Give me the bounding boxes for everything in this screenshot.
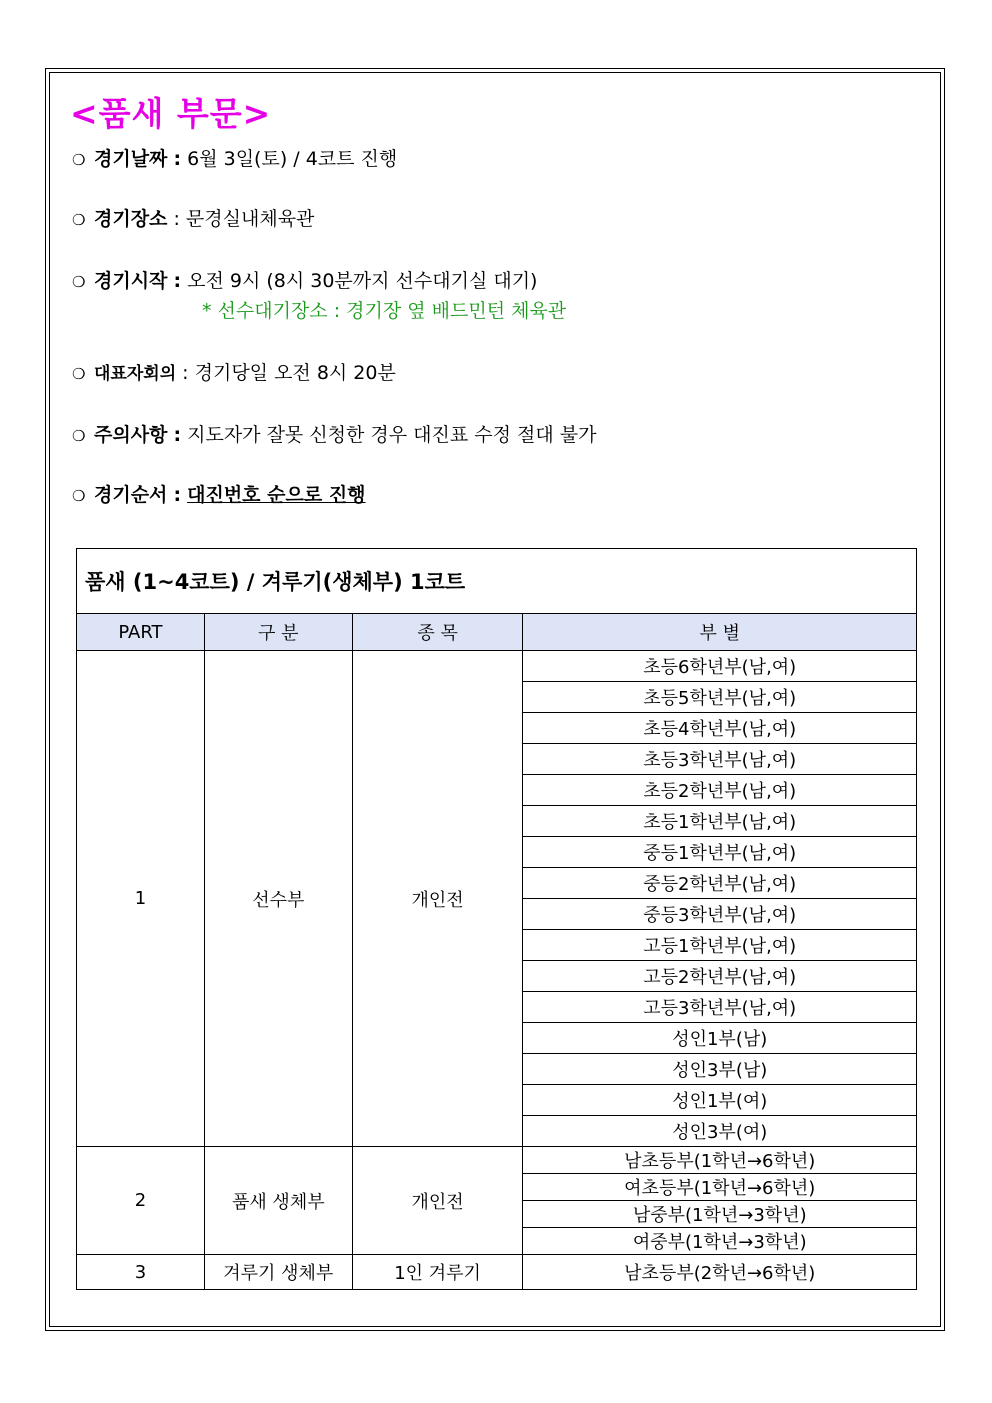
- event-cell: 1인 겨루기: [352, 1255, 523, 1290]
- info-value: 오전 9시 (8시 30분까지 선수대기실 대기): [187, 270, 538, 292]
- division-cell: 고등2학년부(남,여): [523, 961, 917, 992]
- table-caption: 품새 (1~4코트) / 겨루기(생체부) 1코트: [77, 549, 917, 614]
- bullet-icon: ❍: [72, 211, 86, 229]
- info-meeting: [72, 358, 396, 385]
- info-label: 주의사항: [94, 424, 168, 446]
- division-cell: 남중부(1학년→3학년): [523, 1201, 917, 1228]
- info-start: [72, 266, 537, 293]
- part-cell: 3: [77, 1255, 205, 1290]
- bullet-icon: ❍: [72, 427, 86, 445]
- division-cell: 초등3학년부(남,여): [523, 744, 917, 775]
- info-label: 경기장소: [94, 208, 168, 230]
- section-title: <품새 부문>: [70, 94, 272, 133]
- info-sep: :: [173, 208, 180, 230]
- division-cell: 초등2학년부(남,여): [523, 775, 917, 806]
- info-sep: :: [173, 484, 182, 506]
- division-cell: 중등3학년부(남,여): [523, 899, 917, 930]
- info-order: [72, 480, 366, 507]
- info-value: 경기당일 오전 8시 20분: [194, 362, 396, 384]
- info-sep: :: [173, 148, 182, 170]
- header-division: 부 별: [523, 614, 917, 651]
- division-cell: 남초등부(1학년→6학년): [523, 1147, 917, 1174]
- event-cell: 개인전: [352, 1147, 523, 1255]
- waiting-place-note: * 선수대기장소 : 경기장 옆 배드민턴 체육관: [202, 300, 567, 322]
- division-cell: 초등5학년부(남,여): [523, 682, 917, 713]
- table-row: [77, 1255, 917, 1290]
- division-cell: 성인3부(여): [523, 1116, 917, 1147]
- division-cell: 남초등부(2학년→6학년): [523, 1255, 917, 1290]
- part-cell: 2: [77, 1147, 205, 1255]
- category-cell: 선수부: [204, 651, 352, 1147]
- table-header-row: [77, 614, 917, 651]
- info-label: 대표자회의: [94, 364, 177, 384]
- info-label: 경기시작: [94, 270, 168, 292]
- division-cell: 초등6학년부(남,여): [523, 651, 917, 682]
- info-sep: :: [173, 424, 182, 446]
- header-event: 종 목: [352, 614, 523, 651]
- category-cell: 품새 생체부: [204, 1147, 352, 1255]
- event-cell: 개인전: [352, 651, 523, 1147]
- info-venue: [72, 204, 314, 231]
- table-row: [77, 1147, 917, 1174]
- bullet-icon: ❍: [72, 273, 86, 291]
- info-value: 6월 3일(토) / 4코트 진행: [187, 148, 398, 170]
- division-cell: 고등1학년부(남,여): [523, 930, 917, 961]
- info-sep: :: [182, 362, 189, 384]
- division-cell: 초등1학년부(남,여): [523, 806, 917, 837]
- division-cell: 중등2학년부(남,여): [523, 868, 917, 899]
- info-sep: :: [173, 270, 182, 292]
- schedule-table: [76, 548, 917, 1290]
- division-cell: 초등4학년부(남,여): [523, 713, 917, 744]
- bullet-icon: ❍: [72, 365, 86, 383]
- category-cell: 겨루기 생체부: [204, 1255, 352, 1290]
- division-cell: 성인1부(여): [523, 1085, 917, 1116]
- bullet-icon: ❍: [72, 487, 86, 505]
- division-cell: 고등3학년부(남,여): [523, 992, 917, 1023]
- division-cell: 여중부(1학년→3학년): [523, 1228, 917, 1255]
- division-cell: 성인3부(남): [523, 1054, 917, 1085]
- info-caution: [72, 420, 596, 447]
- header-part: PART: [77, 614, 205, 651]
- header-category: 구 분: [204, 614, 352, 651]
- division-cell: 여초등부(1학년→6학년): [523, 1174, 917, 1201]
- table-row: [77, 651, 917, 682]
- division-cell: 중등1학년부(남,여): [523, 837, 917, 868]
- info-value: 대진번호 순으로 진행: [187, 484, 366, 506]
- info-date: [72, 144, 397, 171]
- division-cell: 성인1부(남): [523, 1023, 917, 1054]
- part-cell: 1: [77, 651, 205, 1147]
- info-value: 지도자가 잘못 신청한 경우 대진표 수정 절대 불가: [187, 424, 597, 446]
- bullet-icon: ❍: [72, 151, 86, 169]
- info-label: 경기순서: [94, 484, 168, 506]
- info-label: 경기날짜: [94, 148, 168, 170]
- info-value: 문경실내체육관: [185, 208, 315, 230]
